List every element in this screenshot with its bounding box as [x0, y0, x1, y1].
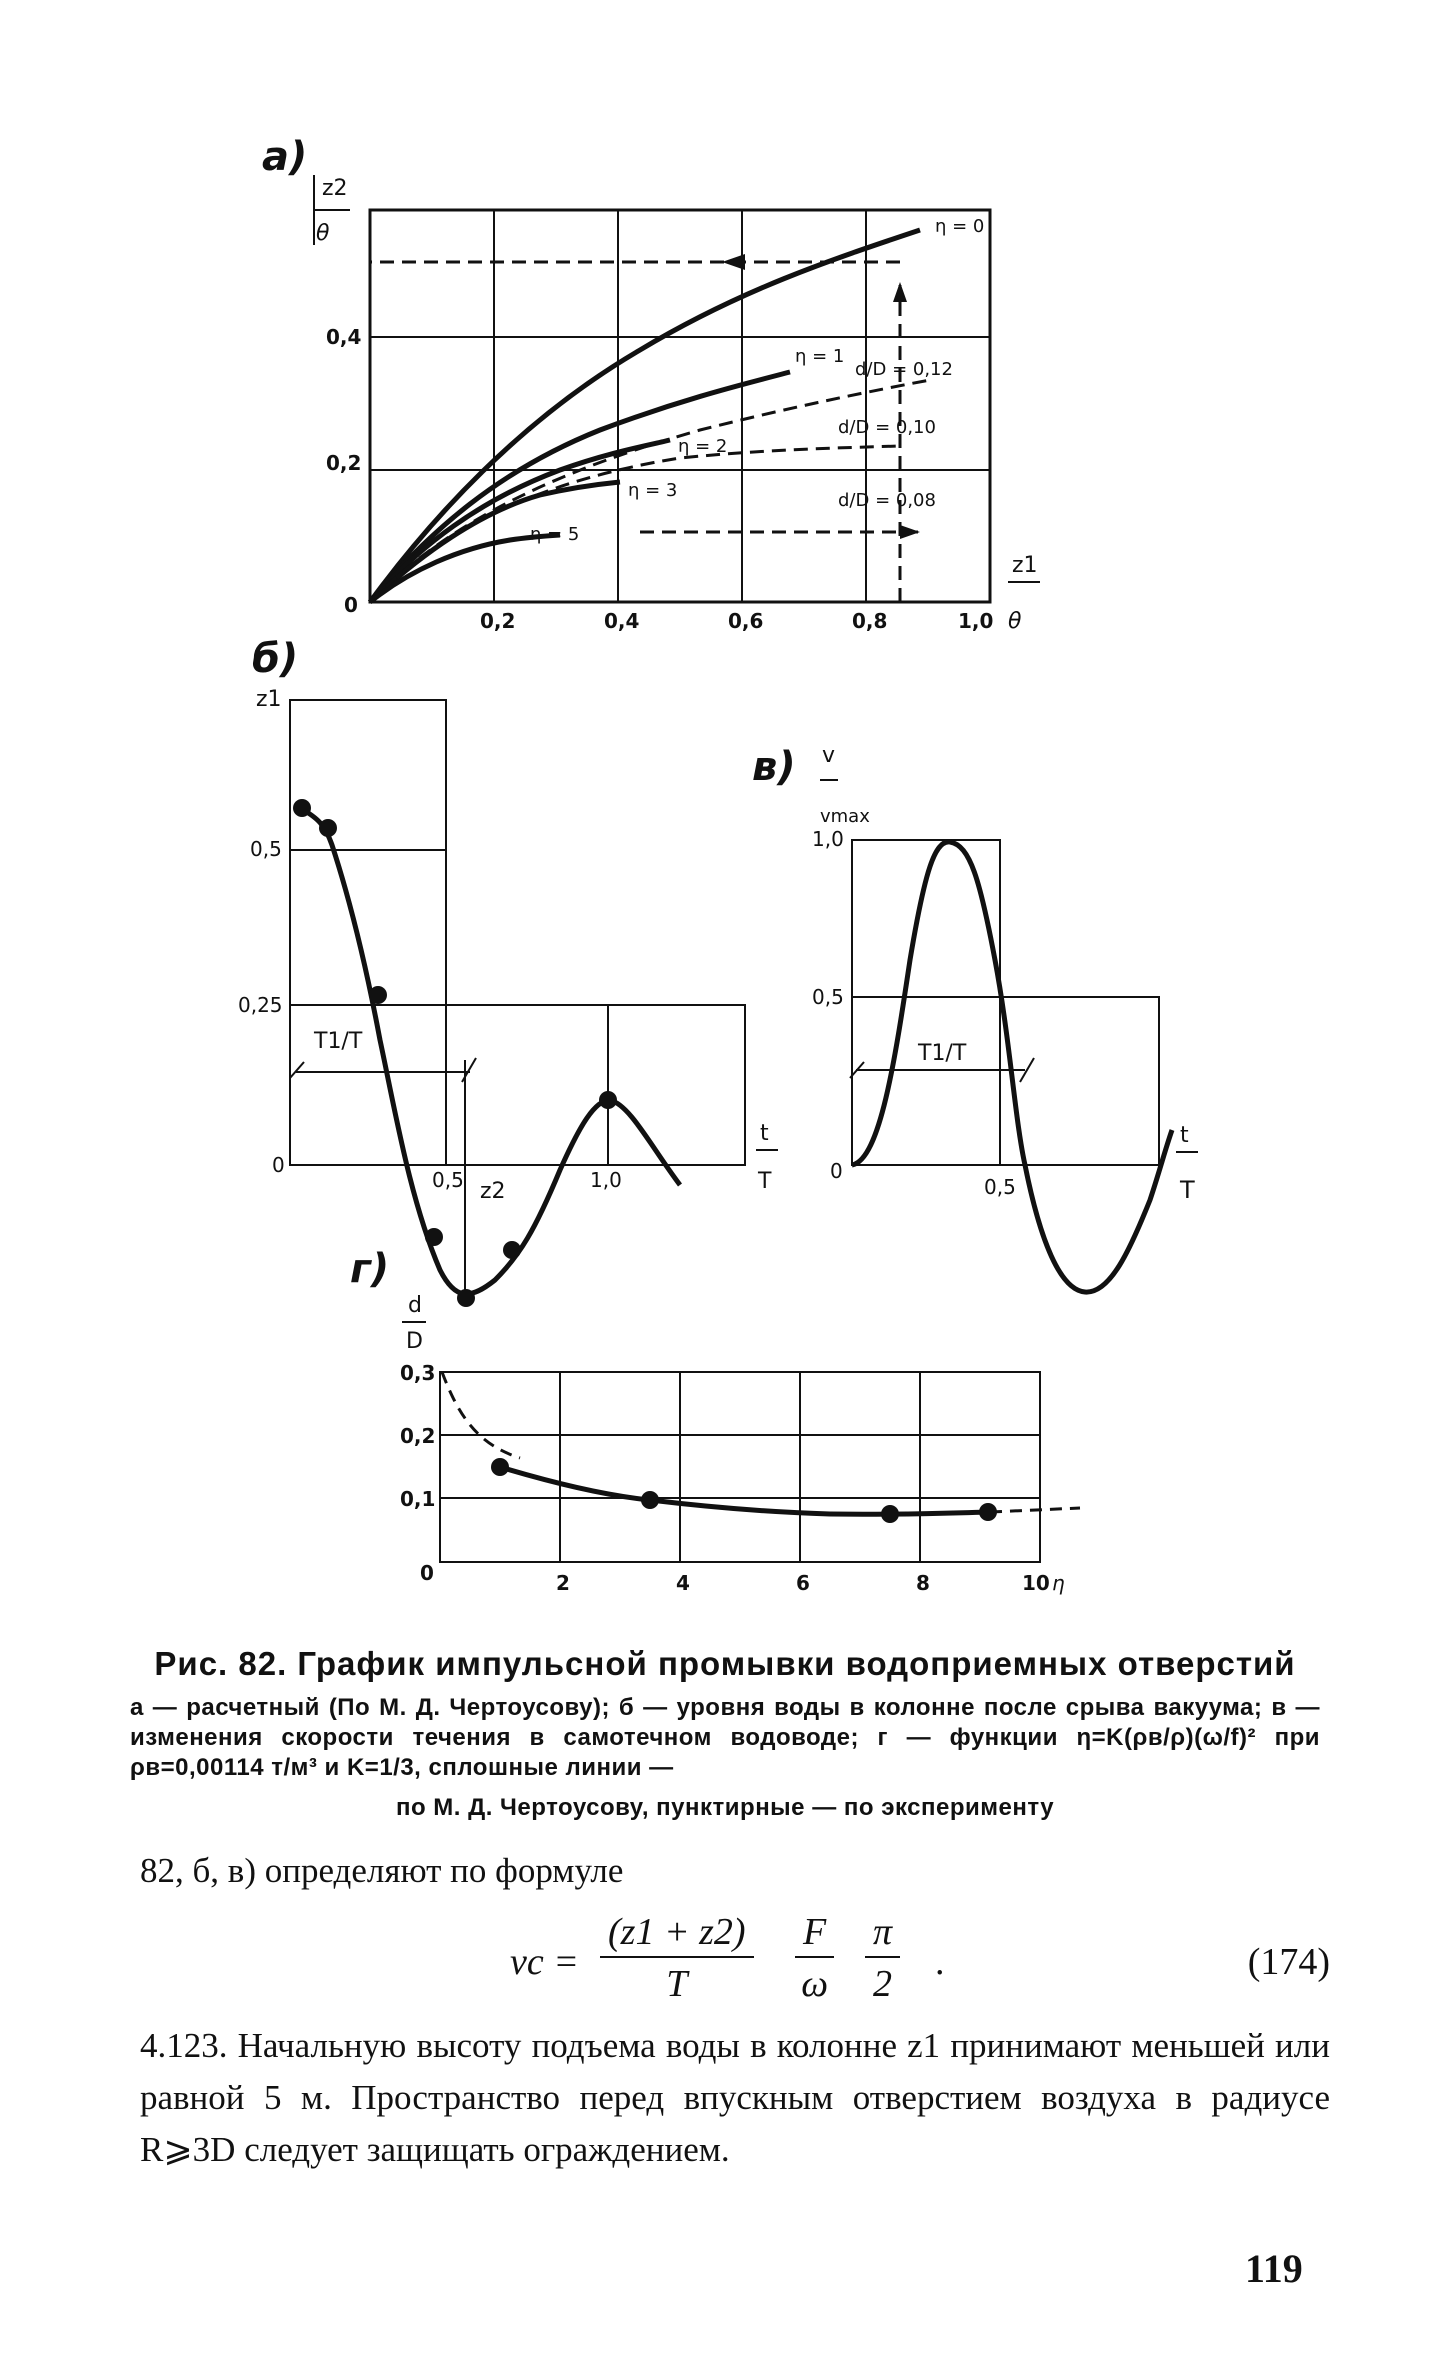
- label-eta-0: η = 0: [935, 216, 985, 237]
- panel-b-point: [457, 1289, 475, 1307]
- panel-v-ytick-10: 1,0: [812, 827, 844, 851]
- panel-g-xtick-6: 6: [796, 1571, 810, 1595]
- panel-a: [262, 134, 1040, 634]
- panel-b-xtick-10: 1,0: [590, 1168, 622, 1192]
- panel-a-xtick-04: 0,4: [604, 609, 640, 633]
- panel-b-xlabel-bottom: T: [758, 1169, 772, 1194]
- figure-caption: [130, 1645, 1320, 1823]
- formula-lhs: vс =: [510, 1941, 579, 1983]
- label-eta-1: η = 1: [795, 346, 845, 367]
- intro-text: 82, б, в) определяют по формуле: [140, 1851, 624, 1890]
- panel-b-point: [599, 1091, 617, 1109]
- formula-f3-den: 2: [873, 1963, 893, 2005]
- panel-b-ylabel: z1: [256, 687, 282, 712]
- formula-number: (174): [1247, 1941, 1330, 1983]
- panel-g-point: [979, 1503, 997, 1521]
- panel-v-ytick-05: 0,5: [812, 985, 844, 1009]
- panel-v-ytick-0: 0: [830, 1159, 843, 1183]
- panel-g-xtick-10: 10: [1022, 1571, 1050, 1595]
- panel-g-ytick-02: 0,2: [400, 1424, 436, 1448]
- caption-body: а — расчетный (По М. Д. Чертоусову); б — уровня воды в колонне после срыва вакуума; в — изменения скорости течения в самотечном водоводе; г — функции η=K(ρв/ρ)(ω/f)² при ρв=0,00114 т/м³ и K=1/3, сплошные линии —: [130, 1694, 1320, 1781]
- panel-a-xlabel-top: z1: [1012, 553, 1038, 578]
- panel-a-ylabel-top: z2: [322, 176, 348, 201]
- panel-a-ytick-04: 0,4: [326, 325, 362, 349]
- panel-g-point: [881, 1505, 899, 1523]
- label-dD-012: d/D = 0,12: [855, 359, 953, 380]
- panel-a-ylabel-bottom: θ: [316, 221, 330, 246]
- formula-f2-den: ω: [801, 1963, 829, 2005]
- panel-a-ytick-02: 0,2: [326, 451, 362, 475]
- formula-f1-num: (z1 + z2): [600, 1910, 754, 1958]
- panel-a-xtick-10: 1,0: [958, 609, 994, 633]
- panel-g-ylabel-bottom: D: [406, 1329, 423, 1354]
- panel-v-xtick-05: 0,5: [984, 1175, 1016, 1199]
- formula-f3-num: π: [865, 1910, 900, 1958]
- panel-b-ytick-05: 0,5: [250, 837, 282, 861]
- caption-last-line: по М. Д. Чертоусову, пунктирные — по эксперименту: [395, 1794, 1055, 1821]
- label-eta-2: η = 2: [678, 436, 728, 457]
- panel-g-curve: [500, 1467, 990, 1514]
- panel-b-point: [369, 986, 387, 1004]
- panel-a-xtick-08: 0,8: [852, 609, 888, 633]
- panel-b-xlabel-top: t: [760, 1121, 769, 1146]
- label-dD-008: d/D = 0,08: [838, 490, 936, 511]
- panel-g-xtick-8: 8: [916, 1571, 930, 1595]
- panel-g-ytick-0: 0: [420, 1561, 434, 1585]
- panel-g-ylabel-top: d: [408, 1293, 422, 1318]
- formula-f1-den: T: [666, 1963, 688, 2005]
- panel-g-xtick-2: 2: [556, 1571, 570, 1595]
- panel-a-label: а): [262, 134, 308, 180]
- panel-b-ytick-025: 0,25: [238, 993, 283, 1017]
- panel-a-xlabel-bottom: θ: [1008, 609, 1022, 634]
- panel-v-interval-label: T1/T: [918, 1041, 967, 1066]
- panel-g-point: [491, 1458, 509, 1476]
- panel-b-interval-label: T1/T: [314, 1029, 363, 1054]
- page-number: 119: [1245, 2246, 1303, 2291]
- panel-g-point: [641, 1491, 659, 1509]
- panel-b-ytick-0: 0: [272, 1153, 285, 1177]
- panel-b-point: [293, 799, 311, 817]
- formula-174: [510, 1910, 1330, 2030]
- formula-tail: .: [935, 1941, 945, 1983]
- paragraph-4-123: 4.123. Начальную высоту подъема воды в колонне z1 принимают меньшей или равной 5 м. Пространство перед впускным отверстием воздуха в радиусе R⩾3D следует защищать ограждением.: [140, 2026, 1330, 2169]
- panel-b-z2: z2: [480, 1179, 506, 1204]
- panel-b-xtick-05: 0,5: [432, 1168, 464, 1192]
- panel-b-label: б): [252, 636, 299, 682]
- panel-v: [752, 743, 1198, 1292]
- panel-a-xtick-02: 0,2: [480, 609, 516, 633]
- formula-fraction-2: [795, 1910, 834, 2006]
- panel-a-origin: 0: [344, 593, 358, 617]
- panel-g-ytick-01: 0,1: [400, 1487, 436, 1511]
- panel-g-xlabel: η: [1052, 1571, 1065, 1595]
- panel-v-xlabel-top: t: [1180, 1123, 1189, 1148]
- panel-a-xtick-06: 0,6: [728, 609, 764, 633]
- label-eta-5: η = 5: [530, 524, 580, 545]
- formula-f2-num: F: [795, 1910, 834, 1958]
- label-eta-3: η = 3: [628, 480, 678, 501]
- panel-g-dashed: [442, 1372, 1080, 1512]
- caption-title: Рис. 82. График импульсной промывки водоприемных отверстий: [154, 1645, 1296, 1682]
- panel-b-point: [319, 819, 337, 837]
- panel-v-label: в): [752, 744, 796, 790]
- label-dD-010: d/D = 0,10: [838, 417, 936, 438]
- panel-v-ylabel-bottom: vmax: [820, 806, 870, 827]
- panel-b-point: [503, 1241, 521, 1259]
- formula-fraction-3: [865, 1910, 900, 2006]
- panel-v-curve: [852, 842, 1172, 1292]
- panel-b: [238, 636, 778, 1307]
- panel-b-point: [425, 1228, 443, 1246]
- panel-v-ylabel-top: v: [822, 743, 836, 768]
- formula-fraction-1: [600, 1910, 754, 2006]
- curve-eta-2: [370, 440, 670, 602]
- panel-g-xtick-4: 4: [676, 1571, 690, 1595]
- panel-g-label: г): [350, 1246, 390, 1292]
- panel-g-ytick-03: 0,3: [400, 1361, 436, 1385]
- panel-v-xlabel-bottom: T: [1180, 1176, 1195, 1204]
